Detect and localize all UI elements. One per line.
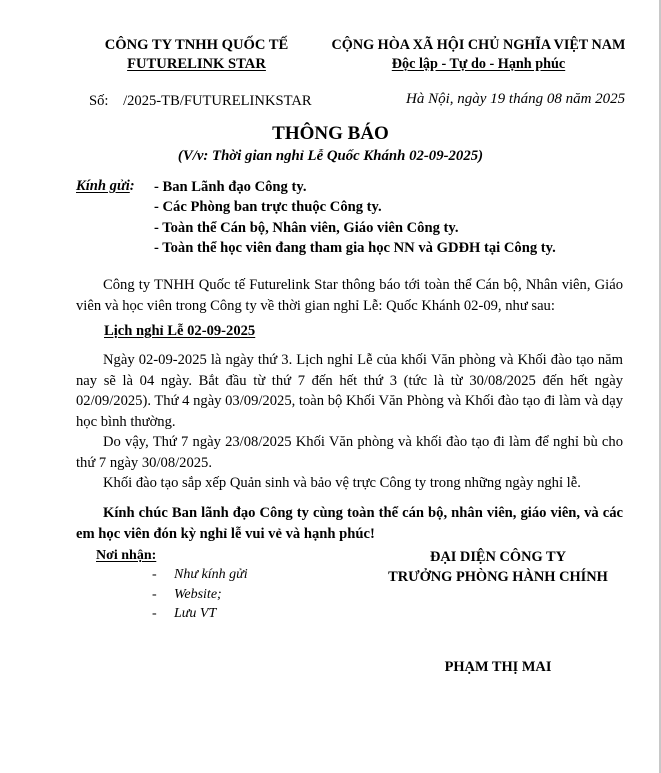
company-name-line1: CÔNG TY TNHH QUỐC TẾ — [104, 37, 289, 53]
signer-name: PHẠM THỊ MAI — [444, 659, 552, 675]
national-header — [326, 36, 631, 74]
signature-title-line2: TRƯỞNG PHÒNG HÀNH CHÍNH — [388, 569, 608, 585]
nation-motto: Độc lập - Tự do - Hạnh phúc — [391, 56, 566, 72]
company-header — [84, 36, 309, 74]
kinh-gui-label: Kính gửi: — [76, 178, 135, 194]
document-subtitle: (V/v: Thời gian nghỉ Lễ Quốc Khánh 02-09-2025) — [177, 148, 484, 164]
noi-nhan-item: - Website; — [152, 586, 222, 602]
closing-wishes: Kính chúc Ban lãnh đạo Công ty cùng toàn thể cán bộ, nhân viên, giáo viên, và các em học viên đón kỳ nghỉ lễ vui vẻ và hạnh phúc! — [76, 505, 623, 542]
noi-nhan-item: - Như kính gửi — [152, 567, 248, 582]
recipient-item: - Toàn thể học viên đang tham gia học NN và GDĐH tại Công ty. — [154, 239, 556, 256]
recipient-item: - Các Phòng ban trực thuộc Công ty. — [154, 199, 382, 216]
noi-nhan-list — [152, 565, 248, 624]
intro-paragraph: Công ty TNHH Quốc tế Futurelink Star thông báo tới toàn thể Cán bộ, Nhân viên, Giáo viên và học viên trong Công ty về thời gian nghỉ Lễ: Quốc Khánh 02-09, như sau: — [76, 277, 623, 314]
noi-nhan-label: Nơi nhận: — [96, 548, 157, 563]
recipient-list — [154, 177, 556, 258]
duty-paragraph: Khối đào tạo sắp xếp Quản sinh và bảo vệ trực Công ty trong những ngày nghỉ lễ. — [103, 475, 581, 491]
nation-title: CỘNG HÒA XÃ HỘI CHỦ NGHĨA VIỆT NAM — [331, 37, 626, 53]
document-number — [89, 92, 312, 110]
document-number-value: /2025-TB/FUTURELINKSTAR — [123, 93, 312, 109]
document-date: Hà Nội, ngày 19 tháng 08 năm 2025 — [406, 91, 626, 107]
document-title: THÔNG BÁO — [272, 123, 389, 144]
makeup-day-paragraph: Do vậy, Thứ 7 ngày 23/08/2025 Khối Văn phòng và khối đào tạo đi làm để nghỉ bù cho thứ 7 ngày 30/08/2025. — [76, 434, 623, 471]
signature-title-line1: ĐẠI DIỆN CÔNG TY — [429, 549, 567, 565]
document-number-label: Số: — [89, 93, 109, 109]
signature-block — [378, 547, 618, 587]
section-title: Lịch nghỉ Lễ 02-09-2025 — [104, 323, 256, 339]
recipient-item: - Ban Lãnh đạo Công ty. — [154, 179, 307, 195]
company-name-line2: FUTURELINK STAR — [127, 56, 266, 72]
noi-nhan-item: - Lưu VT — [152, 606, 217, 622]
schedule-paragraph: Ngày 02-09-2025 là ngày thứ 3. Lịch nghỉ Lễ của khối Văn phòng và Khối đào tạo năm nay sẽ là 04 ngày. Bắt đầu từ thứ 7 đến hết thứ 3 (tức là từ 30/08/2025 đến hết ngày 02/09/2025). Thứ 4 ngày 03/09/2025, toàn bộ Khối Văn Phòng và Khối đào tạo đi làm và dạy học bình thường. — [76, 352, 623, 430]
recipient-item: - Toàn thể Cán bộ, Nhân viên, Giáo viên Công ty. — [154, 219, 459, 236]
